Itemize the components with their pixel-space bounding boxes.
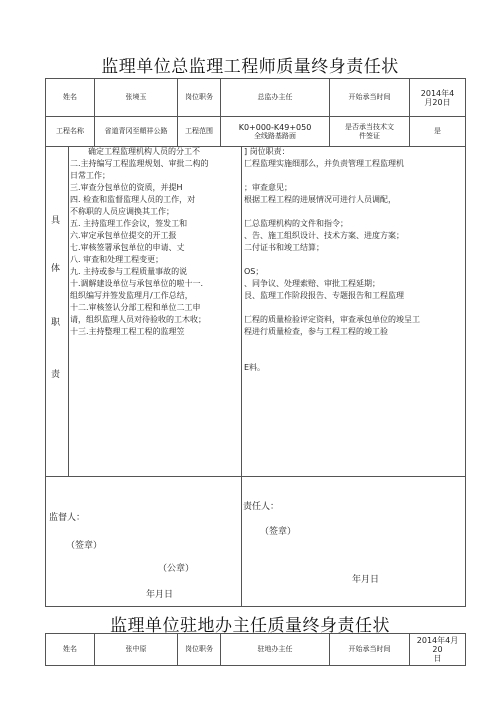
duty-right-line: 艮、监理工作阶段报告、专题报告和工程监理 — [244, 291, 404, 300]
duty-left-line: 十.调解建设单位与承包单位的啦十一. — [70, 279, 204, 288]
start-time-line-2: 月20日 — [424, 97, 451, 107]
doc2-title: 监理单位驻地办主任质量终身责任状 — [110, 616, 390, 636]
supervisor-seal-label: （签章） — [66, 541, 103, 551]
duty-right-line — [244, 339, 464, 351]
tech-doc-label — [330, 117, 410, 147]
duty-left-line: 确定工程监理机构人员的分工不 — [88, 147, 200, 156]
duty-right-line: 匚程监理实施细那么，并负责管理工程监理机 — [244, 159, 404, 168]
duties-side-char-3: 职 — [51, 318, 61, 328]
signature-cell — [46, 477, 466, 607]
duty-right-line: 、告、施工组织设计、技术方案、进度方案； — [244, 231, 404, 240]
duty-left-line: 六.审定承包单位提交的开工报 — [70, 231, 177, 240]
project-label: 工程名称 — [46, 117, 95, 147]
doc1-table — [45, 78, 466, 607]
tech-doc-line-2: 件签证 — [359, 131, 380, 140]
duty-right-line: 、同争议、处理索赔、审批工程延期； — [244, 279, 380, 288]
duty-left-line: 九. 主持或参与工程质量事故的说 — [70, 267, 188, 276]
duty-right-line — [244, 207, 464, 219]
duty-right-line: 程进行质量检查，参与工程工程的竣工验 — [244, 327, 388, 336]
doc2-position-label: 岗位职务 — [178, 634, 221, 666]
duty-right-line: OS； — [244, 267, 264, 276]
duty-right-line — [244, 303, 464, 315]
duty-right-line — [244, 255, 464, 267]
position-value: 总监办主任 — [221, 79, 330, 117]
tech-doc-value: 是 — [410, 117, 466, 147]
duty-right-line: 匚程的质量检验评定资料，审查承包单位的竣呈工 — [244, 315, 420, 324]
supervisor-date: 年月日 — [146, 590, 174, 600]
duties-side-char-1: 具 — [51, 216, 61, 226]
duty-left-line: 三.审查分包单位的资质，并提H — [70, 183, 183, 192]
duties-cell — [46, 147, 466, 477]
duty-left-line: 组织编写并签发监理月/工作总结， — [70, 291, 193, 300]
doc2-start-time-line-2: 日 — [433, 654, 442, 663]
duty-right-line: E料。 — [244, 363, 266, 372]
duty-right-line: ；审查意见； — [244, 183, 292, 192]
duty-left-line: 四. 检查和监督监理人员的工作，对 — [70, 195, 196, 204]
start-time-line-1: 2014年4 — [420, 88, 455, 98]
duty-right-line: ] 岗位职责： — [244, 147, 290, 156]
duties-side-char-2: 体 — [51, 264, 61, 274]
duty-left-line: 十三.主持整理工程工程的监理笠 — [70, 327, 185, 336]
responsible-date: 年月日 — [352, 575, 380, 585]
scope-line-1: K0+000-K49+050 — [238, 122, 312, 132]
scope-value — [221, 117, 330, 147]
duties-left-column — [70, 147, 242, 477]
name-value: 张境玉 — [95, 79, 178, 117]
responsible-seal-label: （签章） — [260, 527, 297, 537]
scope-line-2: 全线路基路面 — [254, 131, 296, 140]
duty-left-line: 五. 主持监理工作会议，签发工和 — [70, 219, 188, 228]
doc2-start-time-label: 开始承当时间 — [330, 634, 410, 666]
duty-left-line: 七.审核签署承包单位的申请、丈 — [70, 243, 185, 252]
duty-left-line: 十二.审核签认分部工程和单位二工申 — [70, 303, 201, 312]
duty-right-line — [244, 171, 464, 183]
project-value: 省道青冈至頫祥公路 — [95, 117, 178, 147]
duty-right-line: 二付证书和竣工结算； — [244, 243, 324, 252]
responsible-block — [242, 477, 466, 607]
duty-right-line: 匚总监理机构的文件和指令； — [244, 219, 348, 228]
responsible-label: 责任人： — [243, 502, 280, 512]
start-time-value — [410, 79, 466, 117]
doc2-start-time-line-1: 2014年4月20 — [416, 636, 459, 654]
doc2-start-time-value — [410, 634, 466, 666]
duties-side-char-4: 责 — [51, 370, 61, 380]
supervisor-label: 监督人： — [49, 513, 86, 523]
duty-left-line: 二.主持编写工程监理规划、审批二构的 — [70, 159, 209, 168]
duties-side — [46, 147, 69, 477]
doc1-title: 监理单位总监理工程师质量终身责任状 — [101, 57, 399, 77]
name-label: 姓名 — [46, 79, 95, 117]
duty-right-line — [244, 351, 464, 363]
official-seal-label: （公章） — [158, 564, 195, 574]
start-time-label: 开始承当时间 — [330, 79, 410, 117]
doc2-table — [45, 633, 466, 666]
duty-right-line: 根据工程工程的进展情况可进行人员调配， — [244, 195, 396, 204]
tech-doc-line-1: 是否承当技术文 — [345, 122, 394, 131]
scope-label: 工程范围 — [178, 117, 221, 147]
duties-right-column — [244, 147, 464, 477]
duty-left-line: 不称职的人员应调换其工作； — [70, 207, 174, 216]
supervisor-block — [46, 477, 242, 607]
doc2-position-value: 驻地办主任 — [221, 634, 330, 666]
duty-left-line: 请，组织监理人员对待验收的工木收； — [70, 315, 206, 324]
duty-left-line: 日常工作； — [70, 171, 110, 180]
doc2-name-value: 张中原 — [95, 634, 178, 666]
position-label: 岗位职务 — [178, 79, 221, 117]
duty-left-line: 八. 审查和处理工程变更； — [70, 255, 164, 264]
doc2-name-label: 姓名 — [46, 634, 95, 666]
